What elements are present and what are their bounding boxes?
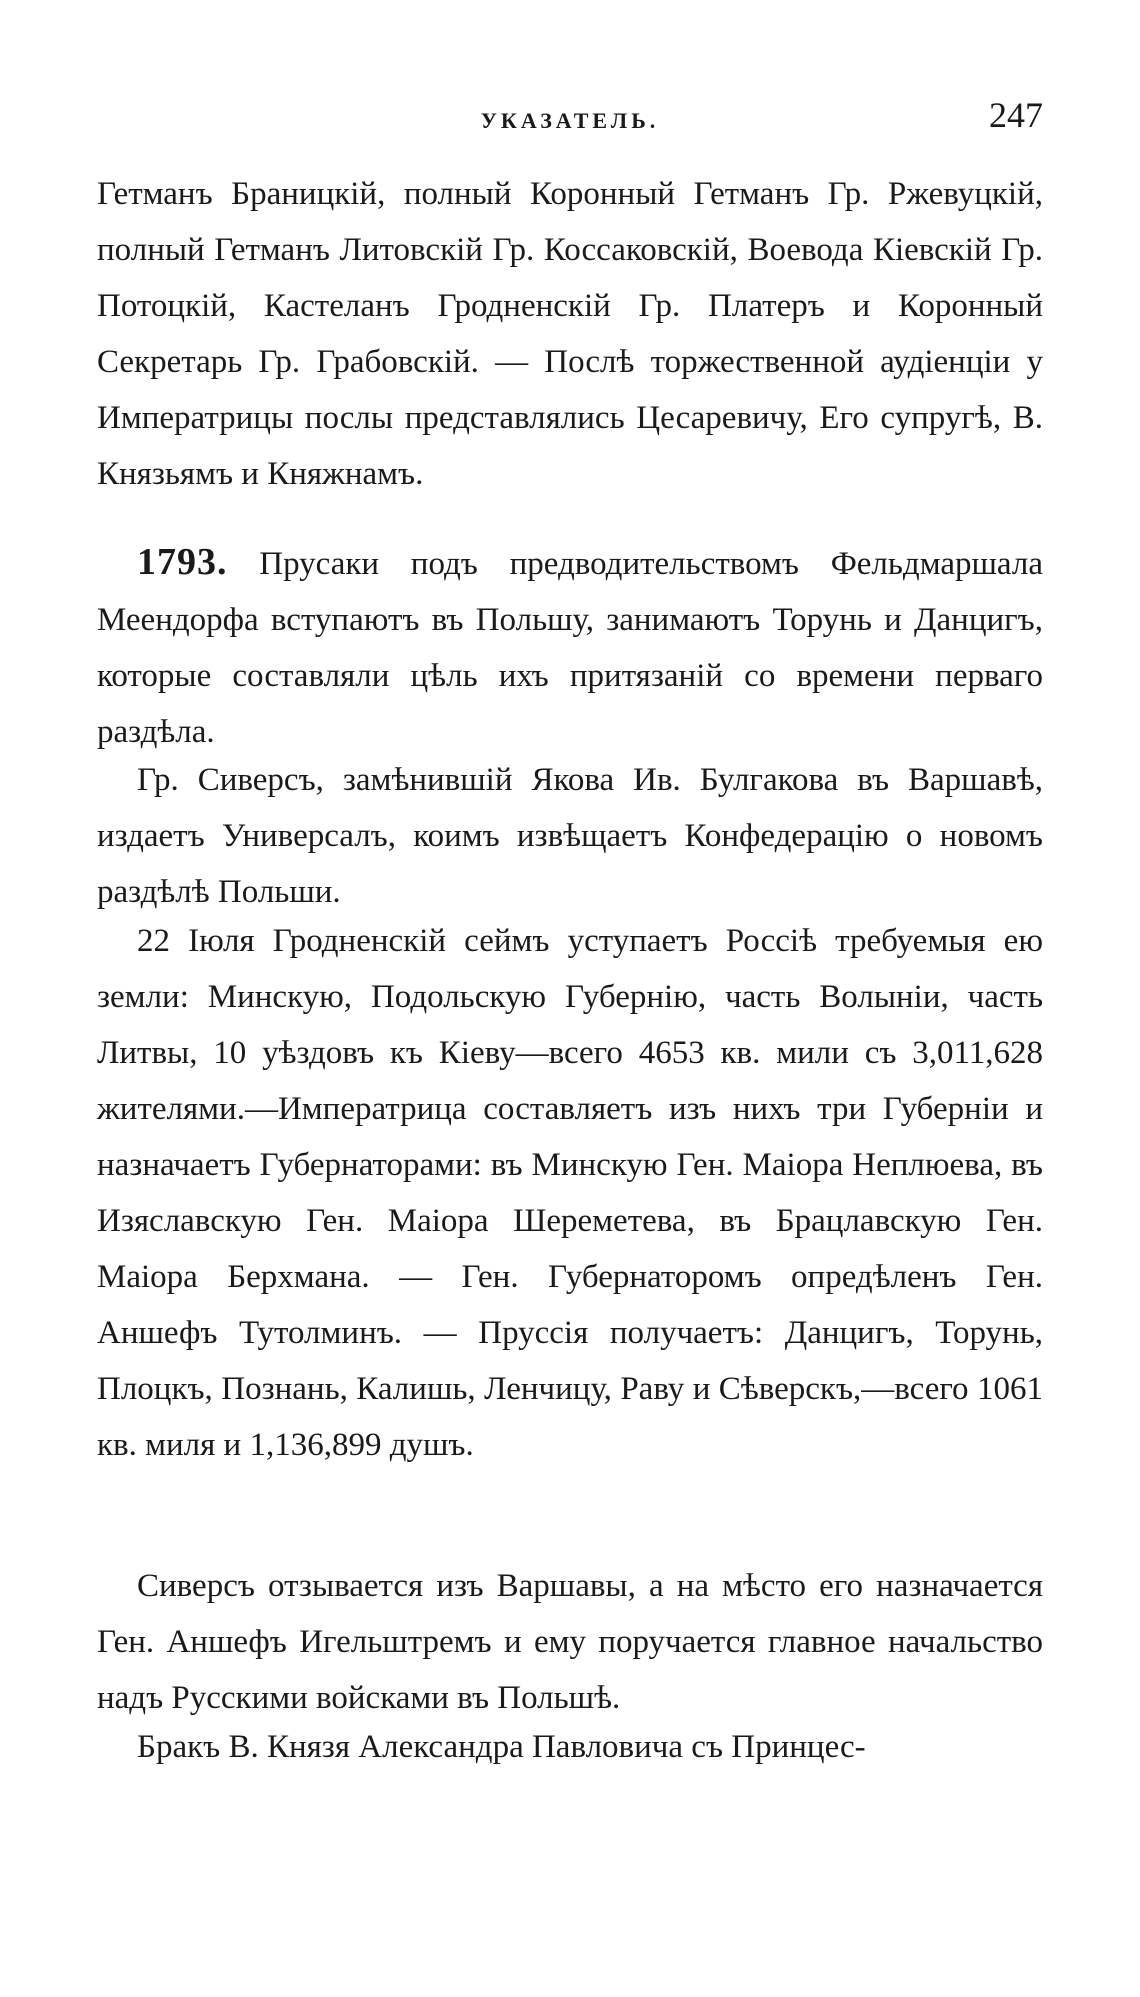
year-heading: 1793. <box>137 541 228 583</box>
paragraph-sievers: Гр. Сиверсъ, замѣнившій Якова Ив. Булгакова въ Варшавѣ, издаетъ Универсалъ, коимъ извѣщаетъ Конфедерацію о новомъ раздѣлѣ Польши. <box>97 762 1043 910</box>
page-number: 247 <box>989 95 1043 135</box>
paragraph-marriage: Бракъ В. Князя Александра Павловича съ Принцес- <box>137 1729 866 1765</box>
paragraph-1793 <box>97 534 1043 760</box>
paragraph-1793-text: Прусаки подъ предводительствомъ Фельдмаршала Меендорфа вступаютъ въ Польшу, занимаютъ Торунь и Данцигъ, которые составляли цѣль ихъ притязаній со времени перваго раздѣла. <box>97 546 1043 750</box>
running-title: УКАЗАТЕЛЬ. <box>480 108 660 133</box>
paragraph-continuation: Гетманъ Браницкій, полный Коронный Гетманъ Гр. Ржевуцкій, полный Гетманъ Литовскій Гр. Коссаковскій, Воевода Кіевскій Гр. Потоцкій, Кастеланъ Гродненскій Гр. Платеръ и Коронный Секретарь Гр. Грабовскій. — Послѣ торжественной аудіенціи у Императрицы послы представлялись Цесаревичу, Его супругѣ, В. Князьямъ и Княжнамъ. <box>97 176 1043 492</box>
page-header <box>97 92 1043 144</box>
paragraph-igelstrom: Сиверсъ отзывается изъ Варшавы, а на мѣсто его назначается Ген. Аншефъ Игельштремъ и ему поручается главное начальство надъ Русскими войсками въ Польшѣ. <box>97 1568 1043 1716</box>
paragraph-grodno-sejm: 22 Іюля Гродненскій сеймъ уступаетъ Россіѣ требуемыя ею земли: Минскую, Подольскую Губернію, часть Волыніи, часть Литвы, 10 уѣздовъ къ Кіеву—всего 4653 кв. мили съ 3,011,628 жителями.—Императрица составляетъ изъ нихъ три Губерніи и назначаетъ Губернаторами: въ Минскую Ген. Маіора Неплюева, въ Изяславскую Ген. Маіора Шереметева, въ Брацлавскую Ген. Маіора Берхмана. — Ген. Губернаторомъ опредѣленъ Ген. Аншефъ Тутолминъ. — Пруссія получаетъ: Данцигъ, Торунь, Плоцкъ, Познань, Калишь, Ленчицу, Раву и Сѣверскъ,—всего 1061 кв. миля и 1,136,899 душъ. <box>97 923 1043 1463</box>
